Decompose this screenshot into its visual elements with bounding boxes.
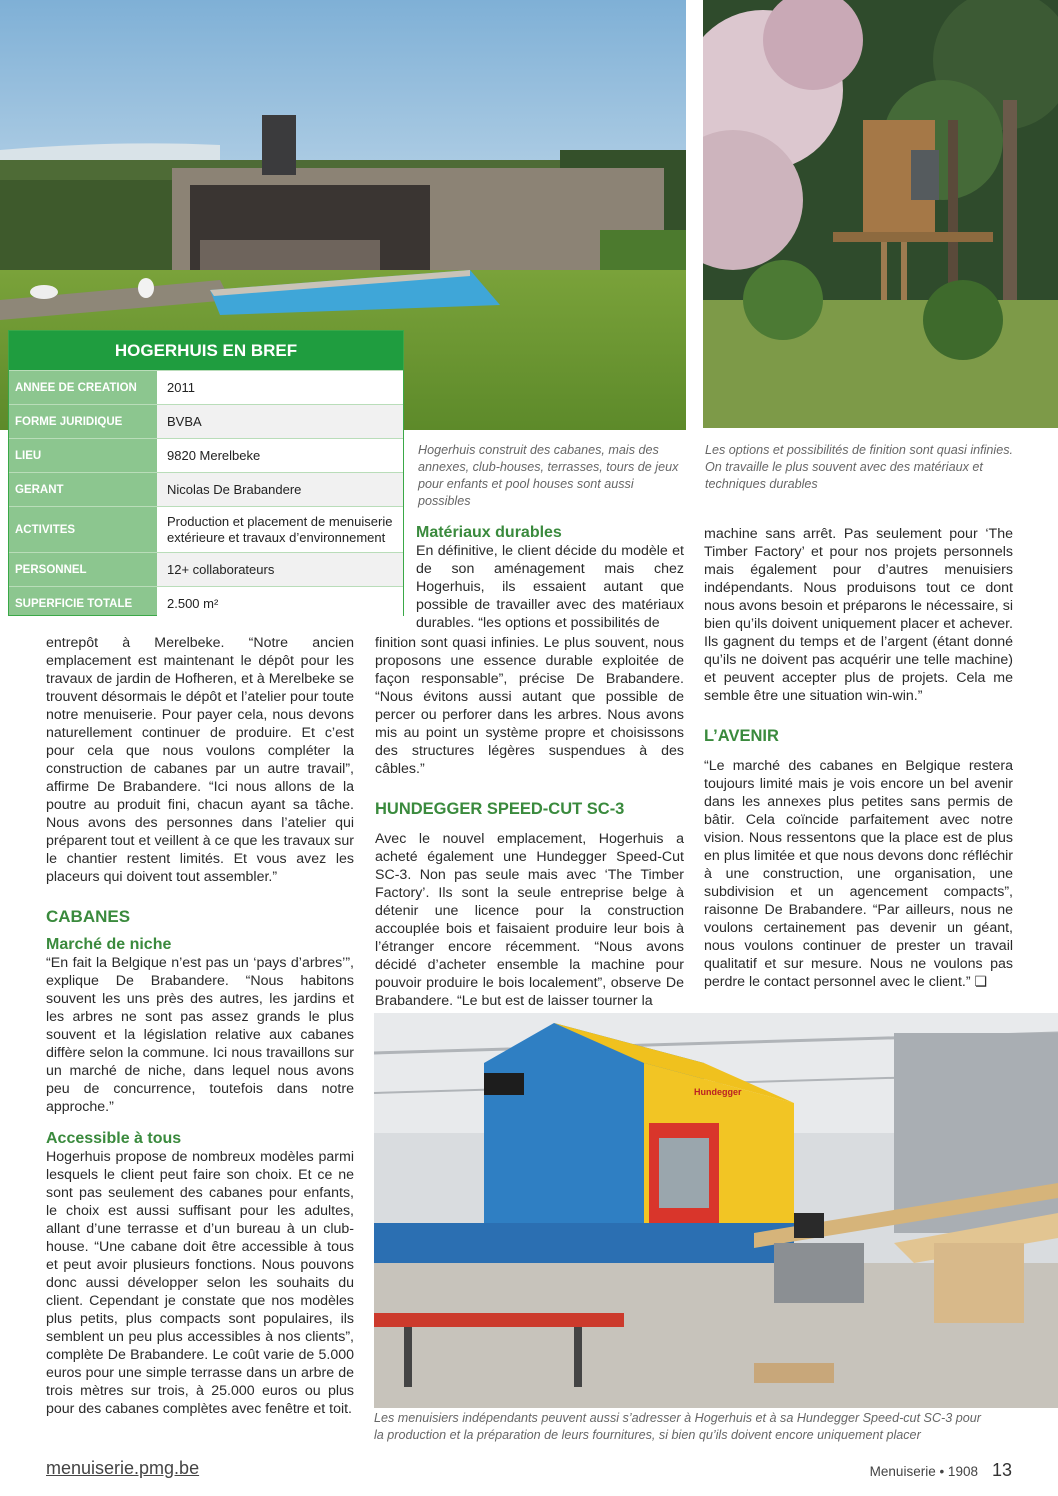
section-heading-hundegger: HUNDEGGER SPEED-CUT SC-3	[375, 800, 625, 818]
info-row-lieu	[9, 438, 403, 472]
machine-brand-label: Hundegger	[694, 1087, 742, 1097]
info-row-annee	[9, 370, 403, 404]
info-row-personnel	[9, 552, 403, 586]
subheading-materiaux: Matériaux durables	[416, 524, 562, 541]
section-heading-avenir: L’AVENIR	[704, 727, 779, 745]
paragraph: “Le marché des cabanes en Belgique restera toujours limité mais je vois encore un bel avenir dans les annexes plus petites sans permis de bâtir. Cela coïncide parfaitement avec notre vision. Nous ressentons que la place est de plus en plus limitée et que nous devons donc réfléchir à une construction, une organisation, une subdivision et un agencement compacts”, raisonne De Brabandere. “Par ailleurs, nous ne voulons certainement pas devenir un géant, nous voulons continuer de prester un travail qualitatif et sur mesure. Nous ne voulons pas perdre le contact personnel avec le client.” ❏	[704, 758, 1013, 990]
info-value: 2.500 m²	[157, 587, 403, 620]
paragraph: Hogerhuis propose de nombreux modèles parmi lesquels le client peut faire son choix. Et ce ne sont pas seulement des cabanes pour enfants, le choix est aussi suffisant pour les adultes, allant d’une terrasse et d’un bureau à un club-house. “Une cabane doit être accessible à tous et peut avoir plusieurs fonctions. Nous pouvons donc aussi développer selon les souhaits du client. Cependant je constate que nos modèles plus petits, plus compacts sont populaires, ils semblent un peu plus accessibles à nos clients”, complète De Brabandere. Le coût varie de 5.000 euros pour une simple terrasse dans un arbre de trois mètres sur trois, à 25.000 euros ou plus pour des cabanes complètes avec fenêtre et toit.	[46, 1149, 354, 1417]
paragraph: Avec le nouvel emplacement, Hogerhuis a acheté également une Hundegger Speed-Cut SC-3. Non pas seule mais avec ‘The Timber Factory’. Ils sont la seule entreprise belge à détenir une licence pour la construction accouplée bois et faisaient produire leur bois à l’étranger encore récemment. “Nous avons décidé d’acheter ensemble la machine pour pouvoir produire le bois localement”, observe De Brabandere. “Le but est de laisser tourner la	[375, 831, 684, 1009]
info-value: 2011	[157, 371, 403, 404]
paragraph: entrepôt à Merelbeke. “Notre ancien emplacement est maintenant le dépôt pour les travaux de jardin de Hofheren, et à Merelbeke se trouvent désormais le dépôt et l’atelier pour toute notre menuiserie. Pour payer cela, nous devons naturellement continuer de produire. Et c’est pour cela que nous voulons compléter la construction de cabanes par un autre travail”, affirme De Brabandere. “Ici nous allons de la poutre au produit fini, chacun ayant sa tâche. Nous avons des personnes dans l’atelier qui préparent tout et veillent à ce que les travaux sur le chantier restent limités. Et vous avez les placeurs qui doivent tout assembler.”	[46, 635, 354, 885]
info-row-gerant	[9, 472, 403, 506]
website-url[interactable]: menuiserie.pmg.be	[46, 1458, 200, 1478]
info-label: ACTIVITES	[15, 523, 76, 536]
article-column-3	[704, 525, 1013, 991]
info-label: FORME JURIDIQUE	[15, 415, 123, 428]
info-row-activites	[9, 506, 403, 552]
info-label: LIEU	[15, 449, 42, 462]
info-label: ANNEE DE CREATION	[15, 381, 137, 394]
end-mark: ❏	[974, 974, 988, 990]
article-column-2	[375, 634, 684, 1010]
hundegger-machine-photo	[374, 1013, 1058, 1408]
website-link[interactable]	[46, 1458, 199, 1479]
section-heading-cabanes: CABANES	[46, 907, 131, 926]
info-value: Nicolas De Brabandere	[157, 473, 403, 506]
paragraph: finition sont quasi infinies. Le plus souvent, nous proposons une essence durable exploitée de façon responsable”, précise De Brabandere. “Nous évitons aussi autant que possible de percer ou perforer dans les arbres. Nous avons mis au point un système propre et choisissons des structures légères suspendues à des câbles.”	[375, 635, 684, 777]
info-row-forme	[9, 404, 403, 438]
paragraph: machine sans arrêt. Pas seulement pour ‘The Timber Factory’ et pour nos projets personnels mais également pour d’autres menuisiers indépendants. Nous produisons tout ce dont nous avons besoin et préparons le nécessaire, si bien qu’ils doivent uniquement placer et achever. Ils gagnent du temps et de l’argent (étant donné qu’ils ne doivent pas acquérir une telle machine) et peuvent accepter plus de projets. Cela me semble être une situation win-win.”	[704, 526, 1013, 704]
article-column-1	[46, 634, 354, 1418]
pool-photo-caption: Hogerhuis construit des cabanes, mais des annexes, club-houses, terrasses, tours de jeux pour enfants et pool houses sont aussi possibles	[418, 443, 679, 508]
paragraph: “En fait la Belgique n’est pas un ‘pays d’arbres’”, explique De Brabandere. “Nous habitons souvent les uns près des autres, les jardins et les arbres ne sont pas assez grands le plus souvent et la législation relative aux cabanes diffère selon la commune. Ici nous travaillons sur un marché de niche, dans lequel nous avons peu de concurrence, toutefois dans notre approche.”	[46, 955, 354, 1115]
article-column-2-top	[416, 524, 684, 632]
treehouse-photo	[703, 0, 1058, 428]
magazine-issue: Menuiserie • 1908	[869, 1464, 978, 1479]
info-label: PERSONNEL	[15, 563, 87, 576]
info-value: Production et placement de menuiserie extérieure et travaux d’environnement	[157, 507, 403, 552]
info-label: SUPERFICIE TOTALE	[15, 597, 133, 610]
info-row-superficie	[9, 586, 403, 620]
company-info-box	[8, 330, 404, 616]
info-value: 12+ collaborateurs	[157, 553, 403, 586]
treehouse-photo-caption: Les options et possibilités de finition sont quasi infinies. On travaille le plus souvent avec des matériaux et techniques durables	[705, 443, 1014, 491]
magazine-footer	[870, 1460, 1012, 1481]
subheading-marche-niche: Marché de niche	[46, 936, 172, 953]
info-label: GERANT	[15, 483, 64, 496]
paragraph: En définitive, le client décide du modèle et de son aménagement mais chez Hogerhuis, ils essaient autant que possible de travailler avec des matériaux durables. “les options et possibilités de	[416, 543, 684, 631]
page-number: 13	[991, 1460, 1012, 1480]
info-value: 9820 Merelbeke	[157, 439, 403, 472]
info-box-title: HOGERHUIS EN BREF	[9, 331, 403, 370]
info-value: BVBA	[157, 405, 403, 438]
machine-photo-caption: Les menuisiers indépendants peuvent aussi s’adresser à Hogerhuis et à sa Hundegger Speed-cut SC-3 pour la production et la préparation de leurs fournitures, si bien qu’ils doivent encore uniquement placer	[374, 1411, 981, 1442]
subheading-accessible: Accessible à tous	[46, 1130, 182, 1147]
